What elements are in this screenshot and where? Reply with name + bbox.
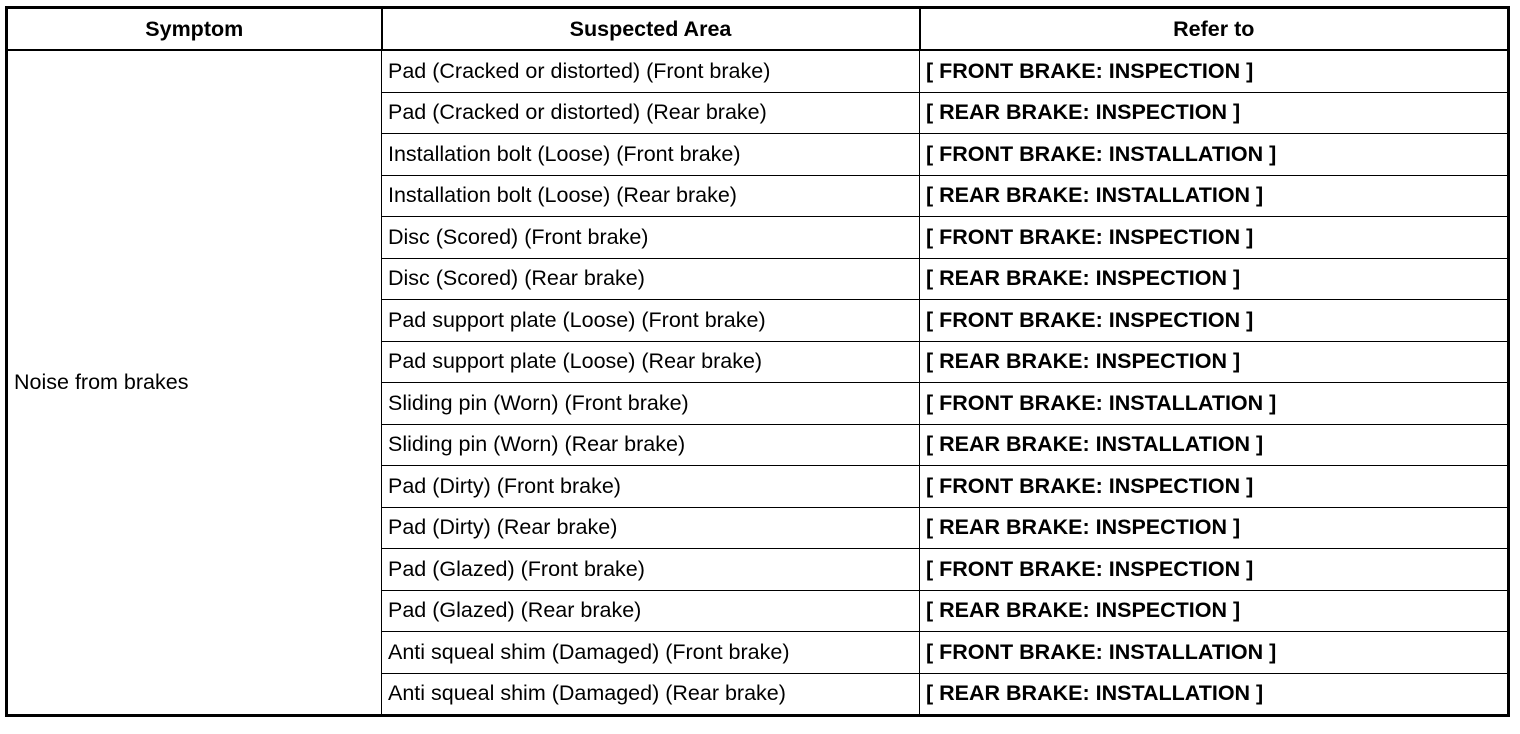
suspected-area-cell: Pad (Dirty) (Rear brake) bbox=[382, 507, 920, 549]
table-row bbox=[7, 50, 1509, 92]
suspected-area-cell: Pad (Dirty) (Front brake) bbox=[382, 466, 920, 508]
troubleshooting-table-container bbox=[5, 6, 1510, 717]
refer-to-link[interactable]: [ FRONT BRAKE: INSPECTION ] bbox=[920, 50, 1509, 92]
suspected-area-cell: Installation bolt (Loose) (Rear brake) bbox=[382, 175, 920, 217]
header-symptom: Symptom bbox=[7, 8, 382, 51]
refer-to-link[interactable]: [ REAR BRAKE: INSPECTION ] bbox=[920, 507, 1509, 549]
suspected-area-cell: Anti squeal shim (Damaged) (Front brake) bbox=[382, 632, 920, 674]
refer-to-link[interactable]: [ FRONT BRAKE: INSPECTION ] bbox=[920, 549, 1509, 591]
symptom-cell: Noise from brakes bbox=[7, 50, 382, 716]
refer-to-link[interactable]: [ FRONT BRAKE: INSTALLATION ] bbox=[920, 383, 1509, 425]
header-refer-to: Refer to bbox=[920, 8, 1509, 51]
suspected-area-cell: Installation bolt (Loose) (Front brake) bbox=[382, 134, 920, 176]
refer-to-link[interactable]: [ REAR BRAKE: INSTALLATION ] bbox=[920, 673, 1509, 716]
refer-to-link[interactable]: [ REAR BRAKE: INSTALLATION ] bbox=[920, 175, 1509, 217]
refer-to-link[interactable]: [ FRONT BRAKE: INSPECTION ] bbox=[920, 217, 1509, 259]
suspected-area-cell: Pad (Cracked or distorted) (Front brake) bbox=[382, 50, 920, 92]
table-body bbox=[7, 50, 1509, 716]
suspected-area-cell: Pad support plate (Loose) (Rear brake) bbox=[382, 341, 920, 383]
suspected-area-cell: Sliding pin (Worn) (Rear brake) bbox=[382, 424, 920, 466]
refer-to-link[interactable]: [ FRONT BRAKE: INSPECTION ] bbox=[920, 300, 1509, 342]
header-row bbox=[7, 8, 1509, 51]
refer-to-link[interactable]: [ FRONT BRAKE: INSPECTION ] bbox=[920, 466, 1509, 508]
refer-to-link[interactable]: [ REAR BRAKE: INSPECTION ] bbox=[920, 92, 1509, 134]
refer-to-link[interactable]: [ FRONT BRAKE: INSTALLATION ] bbox=[920, 134, 1509, 176]
troubleshooting-table bbox=[5, 6, 1510, 717]
suspected-area-cell: Sliding pin (Worn) (Front brake) bbox=[382, 383, 920, 425]
refer-to-link[interactable]: [ FRONT BRAKE: INSTALLATION ] bbox=[920, 632, 1509, 674]
header-suspected-area: Suspected Area bbox=[382, 8, 920, 51]
refer-to-link[interactable]: [ REAR BRAKE: INSPECTION ] bbox=[920, 590, 1509, 632]
refer-to-link[interactable]: [ REAR BRAKE: INSPECTION ] bbox=[920, 341, 1509, 383]
suspected-area-cell: Pad (Glazed) (Rear brake) bbox=[382, 590, 920, 632]
suspected-area-cell: Pad support plate (Loose) (Front brake) bbox=[382, 300, 920, 342]
suspected-area-cell: Pad (Cracked or distorted) (Rear brake) bbox=[382, 92, 920, 134]
suspected-area-cell: Anti squeal shim (Damaged) (Rear brake) bbox=[382, 673, 920, 716]
refer-to-link[interactable]: [ REAR BRAKE: INSPECTION ] bbox=[920, 258, 1509, 300]
refer-to-link[interactable]: [ REAR BRAKE: INSTALLATION ] bbox=[920, 424, 1509, 466]
suspected-area-cell: Disc (Scored) (Front brake) bbox=[382, 217, 920, 259]
suspected-area-cell: Disc (Scored) (Rear brake) bbox=[382, 258, 920, 300]
suspected-area-cell: Pad (Glazed) (Front brake) bbox=[382, 549, 920, 591]
